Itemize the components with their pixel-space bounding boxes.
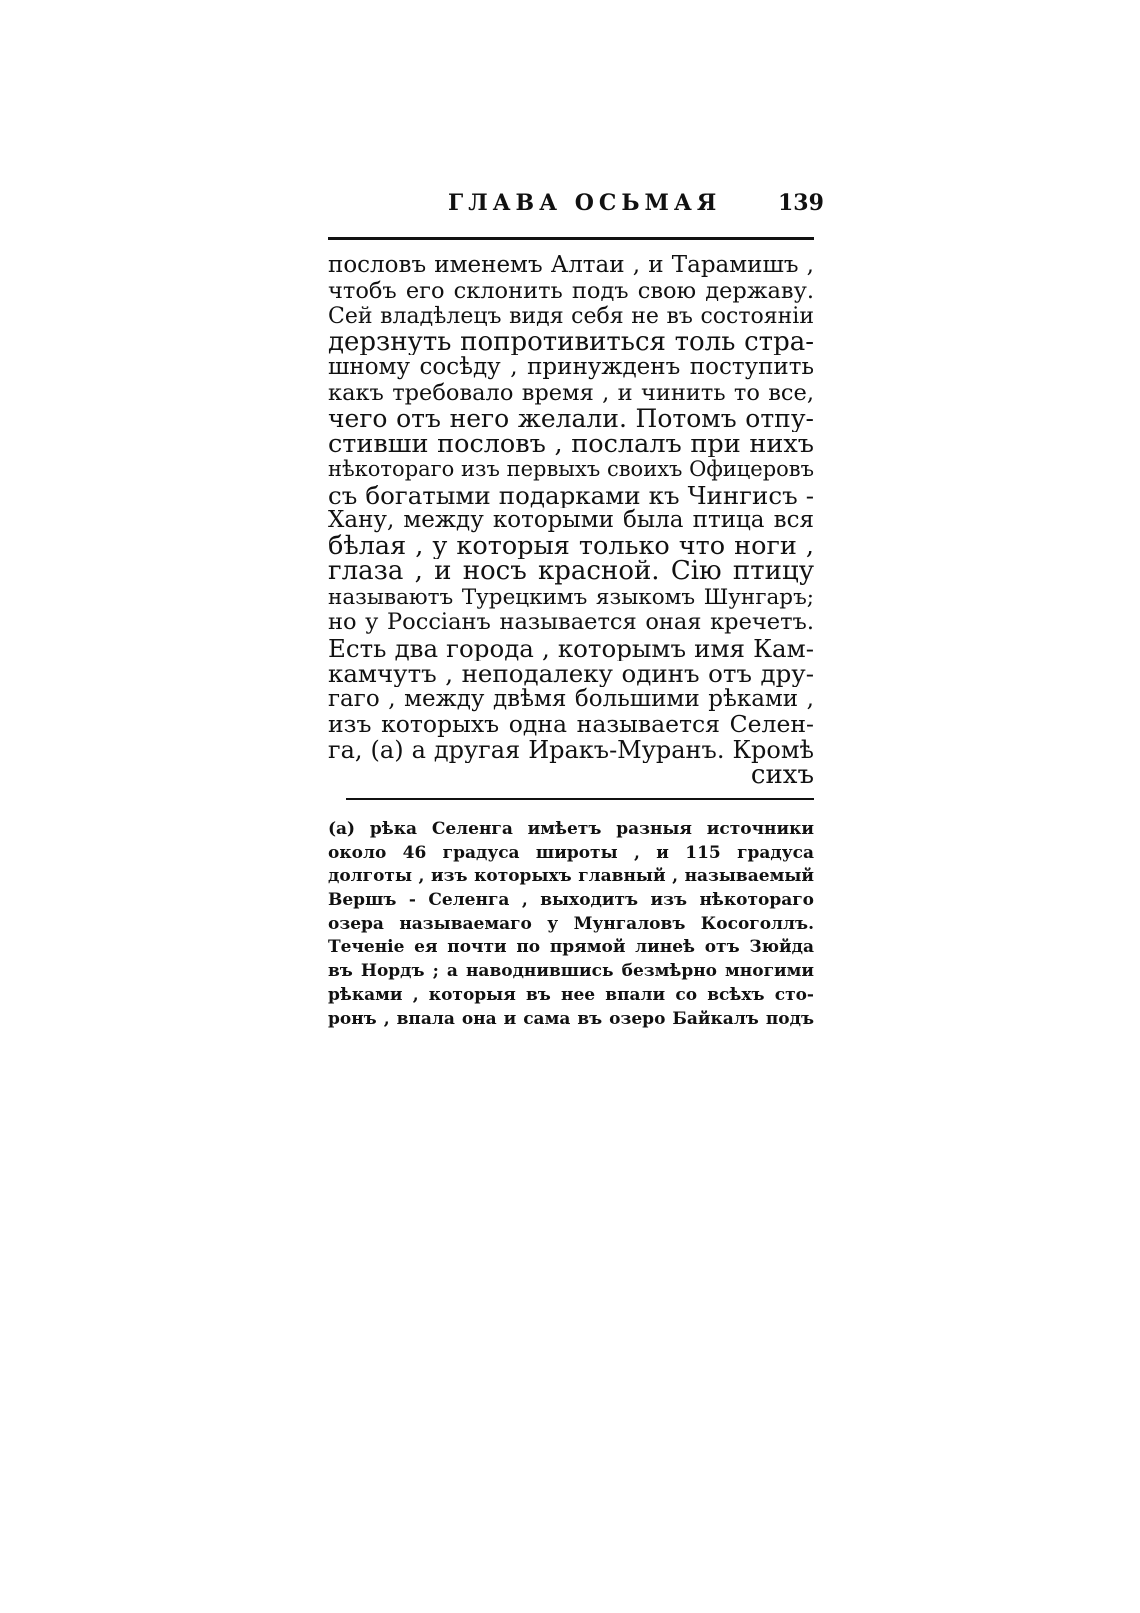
text-line: какъ требовало время , и чинить то все, — [328, 380, 814, 406]
text-line: шному сосѣду , принужденъ поступить — [328, 355, 814, 380]
footnote-line: (a) рѣка Селенга имѣетъ разныя источники — [328, 819, 814, 839]
footnote — [328, 818, 814, 1031]
text-line: съ богатыми подарками къ Чингисъ - — [328, 482, 814, 508]
text-line: га, (a) а другая Иракъ-Муранъ. Кромѣ — [328, 737, 814, 763]
text-line: чтобъ его склонить подъ свою державу. — [328, 278, 814, 304]
text-line: глаза , и носъ красной. Сію птицу — [328, 559, 814, 585]
text-line: называютъ Турецкимъ языкомъ Шунгаръ; — [328, 584, 814, 610]
text-line: чего отъ него желали. Потомъ отпу- — [328, 406, 814, 432]
body-text — [328, 253, 814, 789]
text-line: дерзнуть попротивиться толь стра- — [328, 329, 814, 355]
text-line: Сей владѣлецъ видя себя не въ состояніи — [328, 304, 814, 329]
text-line: пословъ именемъ Алтаи , и Тарамишъ , — [328, 253, 814, 278]
header-rule — [328, 237, 814, 240]
text-line: камчутъ , неподалеку одинъ отъ дру- — [328, 661, 814, 687]
footnote-line: ронъ , впала она и сама въ озеро Байкалъ подъ — [328, 1008, 814, 1029]
footnote-line: долготы , изъ которыхъ главный , называемый — [328, 866, 814, 887]
footnote-line: рѣками , которыя въ нее впали со всѣхъ сто- — [328, 984, 814, 1005]
footnote-line: въ Нордъ ; а наводнившись безмѣрно многими — [328, 961, 814, 982]
footnote-rule — [346, 798, 814, 800]
text-line: бѣлая , у которыя только что ноги , — [328, 533, 814, 559]
text-line: гаго , между двѣмя большими рѣками , — [328, 686, 814, 712]
running-head: ГЛАВА ОСЬМАЯ — [448, 190, 722, 216]
catchword: сихъ — [750, 763, 814, 789]
page-number: 139 — [778, 190, 824, 216]
text-line: изъ которыхъ одна называется Селен- — [328, 712, 814, 738]
text-line: стивши пословъ , послалъ при нихъ — [328, 431, 814, 457]
footnote-line: Вершъ - Селенга , выходитъ изъ нѣкотораго — [328, 890, 814, 911]
text-line: нѣкотораго изъ первыхъ своихъ Офицеровъ — [328, 457, 814, 481]
text-line: Хану, между которыми была птица вся — [328, 508, 814, 533]
text-line: Есть два города , которымъ имя Кам- — [328, 635, 814, 661]
footnote-line: озера называемаго у Мунгаловъ Косоголлъ. — [328, 913, 814, 934]
footnote-line: около 46 градуса широты , и 115 градуса — [328, 842, 814, 863]
footnote-line: Теченіе ея почти по прямой линеѣ отъ Зюйда — [328, 937, 814, 958]
text-line: но у Россіанъ называется оная кречетъ. — [328, 610, 814, 635]
